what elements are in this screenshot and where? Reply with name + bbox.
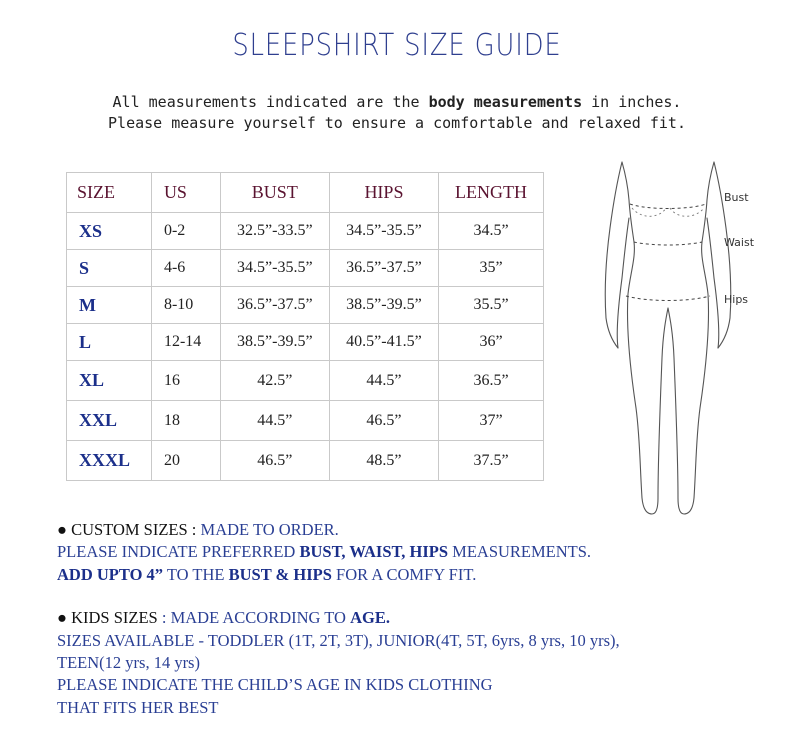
- header-bust: BUST: [220, 173, 329, 213]
- notes-section: [57, 519, 777, 719]
- cell-us: 12-14: [151, 324, 220, 361]
- cell-length: 36.5”: [439, 361, 544, 401]
- intro-line-1-post: in inches.: [582, 93, 682, 111]
- custom-line-2-pre: PLEASE INDICATE PREFERRED: [57, 542, 300, 562]
- custom-sizes-line-2: [57, 541, 777, 563]
- header-hips: HIPS: [329, 173, 438, 213]
- cell-us: 4-6: [151, 250, 220, 287]
- custom-line-3-bold-1: ADD UPTO 4”: [57, 564, 164, 584]
- table-row: [67, 401, 544, 441]
- body-outline-illustration: [596, 158, 766, 520]
- cell-hips: 46.5”: [329, 401, 438, 441]
- custom-line-3-bold-2: BUST & HIPS: [228, 564, 332, 584]
- figure-label-waist: Waist: [724, 236, 755, 249]
- cell-hips: 48.5”: [329, 441, 438, 481]
- intro-text: [0, 92, 794, 134]
- kids-sizes-line-5: THAT FITS HER BEST: [57, 697, 219, 717]
- body-measurement-figure: [596, 158, 766, 520]
- kids-sizes-title-bold: AGE.: [350, 608, 390, 628]
- cell-us: 18: [151, 401, 220, 441]
- kids-sizes-title: ● KIDS SIZES: [57, 608, 158, 628]
- cell-bust: 44.5”: [220, 401, 329, 441]
- custom-sizes-line-3: [57, 564, 777, 586]
- header-size: SIZE: [67, 173, 152, 213]
- cell-hips: 34.5”-35.5”: [329, 213, 438, 250]
- cell-bust: 34.5”-35.5”: [220, 250, 329, 287]
- cell-bust: 42.5”: [220, 361, 329, 401]
- cell-hips: 44.5”: [329, 361, 438, 401]
- cell-size: M: [67, 287, 152, 324]
- header-length: LENGTH: [439, 173, 544, 213]
- cell-bust: 38.5”-39.5”: [220, 324, 329, 361]
- custom-sizes-title-text: MADE TO ORDER.: [196, 520, 339, 539]
- cell-size: XS: [67, 213, 152, 250]
- kids-sizes-heading: [57, 607, 777, 629]
- figure-label-bust: Bust: [724, 191, 749, 204]
- header-us: US: [151, 173, 220, 213]
- intro-line-1: [0, 92, 794, 113]
- figure-label-hips: Hips: [724, 293, 749, 306]
- custom-sizes-title: ● CUSTOM SIZES :: [57, 520, 197, 539]
- table-row: [67, 213, 544, 250]
- custom-line-2-post: MEASUREMENTS.: [448, 542, 592, 562]
- kids-sizes-line-2: SIZES AVAILABLE - TODDLER (1T, 2T, 3T), JUNIOR(4T, 5T, 6yrs, 8 yrs, 10 yrs),: [57, 630, 620, 650]
- intro-line-1-pre: All measurements indicated are the: [112, 93, 429, 111]
- cell-bust: 32.5”-33.5”: [220, 213, 329, 250]
- cell-size: XXL: [67, 401, 152, 441]
- cell-length: 35”: [439, 250, 544, 287]
- cell-size: XXXL: [67, 441, 152, 481]
- cell-us: 16: [151, 361, 220, 401]
- page-title: SLEEPSHIRT SIZE GUIDE: [232, 28, 562, 63]
- intro-line-1-bold: body measurements: [428, 93, 583, 111]
- custom-line-3-post: FOR A COMFY FIT.: [331, 564, 477, 584]
- cell-size: S: [67, 250, 152, 287]
- size-table: [66, 172, 544, 481]
- table-row: [67, 324, 544, 361]
- kids-sizes-line-4: PLEASE INDICATE THE CHILD’S AGE IN KIDS CLOTHING: [57, 675, 493, 695]
- intro-line-2: Please measure yourself to ensure a comfortable and relaxed fit.: [108, 114, 686, 132]
- cell-us: 0-2: [151, 213, 220, 250]
- cell-us: 8-10: [151, 287, 220, 324]
- cell-size: XL: [67, 361, 152, 401]
- cell-us: 20: [151, 441, 220, 481]
- size-table-header-row: [67, 173, 544, 213]
- cell-length: 34.5”: [439, 213, 544, 250]
- cell-length: 36”: [439, 324, 544, 361]
- cell-length: 37”: [439, 401, 544, 441]
- cell-hips: 36.5”-37.5”: [329, 250, 438, 287]
- cell-length: 37.5”: [439, 441, 544, 481]
- cell-size: L: [67, 324, 152, 361]
- custom-sizes-heading: [57, 519, 777, 541]
- table-row: [67, 361, 544, 401]
- kids-sizes-title-mid: : MADE ACCORDING TO: [157, 608, 351, 628]
- cell-bust: 36.5”-37.5”: [220, 287, 329, 324]
- cell-length: 35.5”: [439, 287, 544, 324]
- cell-hips: 38.5”-39.5”: [329, 287, 438, 324]
- table-row: [67, 441, 544, 481]
- custom-line-2-bold: BUST, WAIST, HIPS: [299, 542, 449, 562]
- cell-hips: 40.5”-41.5”: [329, 324, 438, 361]
- table-row: [67, 250, 544, 287]
- cell-bust: 46.5”: [220, 441, 329, 481]
- table-row: [67, 287, 544, 324]
- kids-sizes-line-3: TEEN(12 yrs, 14 yrs): [57, 653, 200, 673]
- custom-line-3-mid: TO THE: [163, 564, 229, 584]
